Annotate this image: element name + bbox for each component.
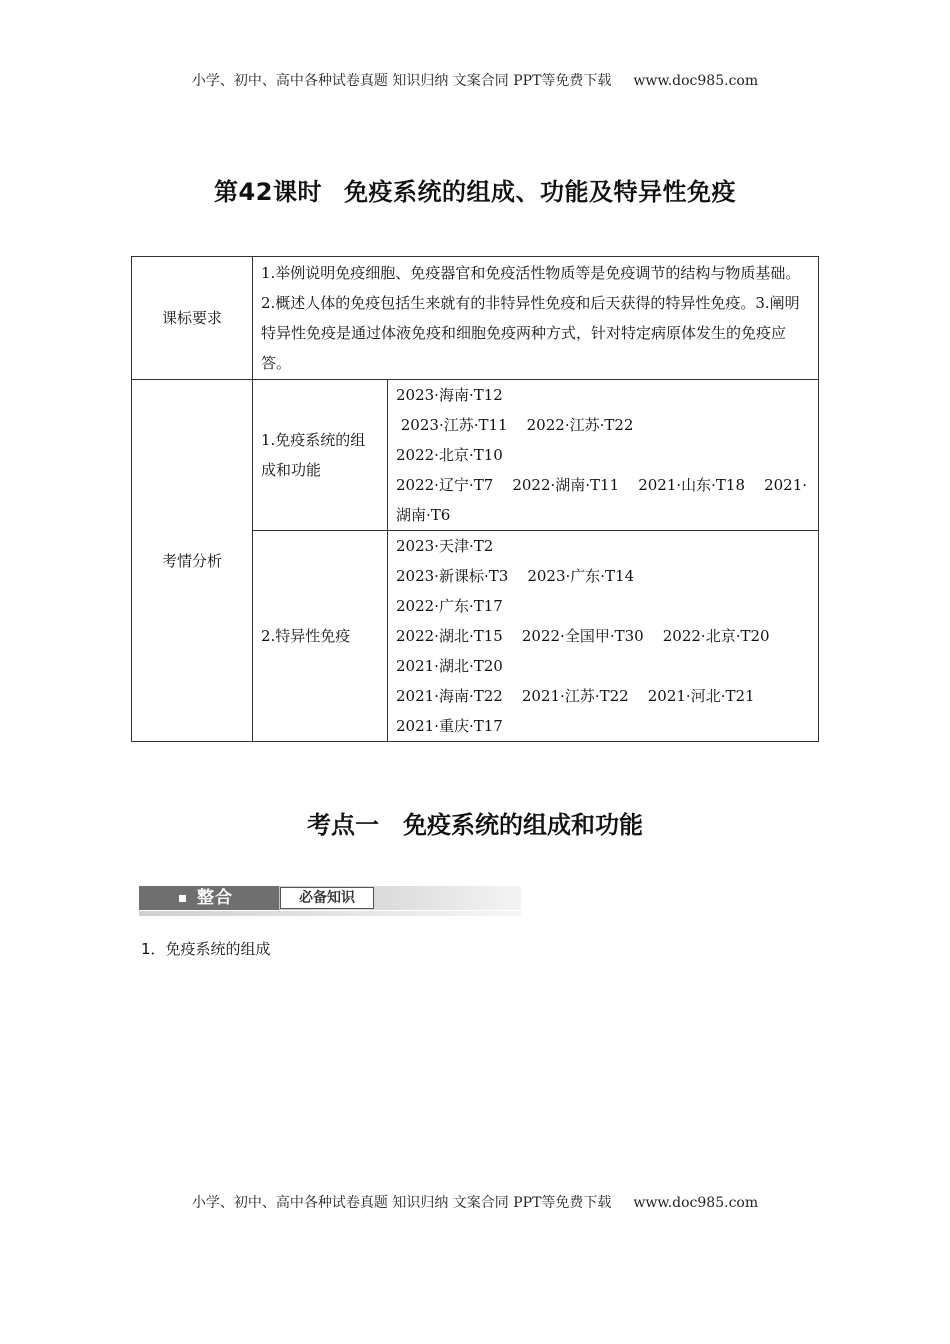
footer-url[interactable]: www.doc985.com bbox=[633, 1195, 759, 1211]
requirements-table bbox=[131, 256, 819, 742]
requirement-label: 课标要求 bbox=[132, 257, 253, 380]
header-url[interactable]: www.doc985.com bbox=[633, 73, 759, 89]
section-title bbox=[0, 805, 950, 840]
exam-line: 2022·广东·T17 bbox=[396, 597, 503, 615]
header-text: 小学、初中、高中各种试卷真题 知识归纳 文案合同 PPT等免费下载 bbox=[191, 73, 612, 89]
topic-1-name: 1.免疫系统的组成和功能 bbox=[253, 380, 388, 531]
title-topic: 免疫系统的组成、功能及特异性免疫 bbox=[343, 178, 736, 206]
exam-line: 2022·湖北·T15 2022·全国甲·T30 2022·北京·T20 bbox=[396, 627, 770, 645]
exam-line: 2023·新课标·T3 2023·广东·T14 bbox=[396, 567, 635, 585]
topic-2-name: 2.特异性免疫 bbox=[253, 531, 388, 742]
page-title bbox=[0, 172, 950, 207]
exam-line: 2023·海南·T12 bbox=[396, 386, 503, 404]
exam-line: 2023·天津·T2 bbox=[396, 537, 494, 555]
footer-text: 小学、初中、高中各种试卷真题 知识归纳 文案合同 PPT等免费下载 bbox=[191, 1195, 612, 1211]
title-lesson: 第42课时 bbox=[214, 178, 322, 206]
topic-2-list bbox=[388, 531, 819, 742]
square-bullet-icon bbox=[179, 895, 186, 902]
table-row bbox=[132, 257, 819, 380]
exam-line: 2021·湖北·T20 bbox=[396, 657, 503, 675]
exam-line: 2022·北京·T10 bbox=[396, 446, 503, 464]
page-header bbox=[0, 70, 950, 90]
section-number: 考点一 bbox=[307, 811, 379, 839]
analysis-label: 考情分析 bbox=[132, 380, 253, 742]
requirement-text: 1.举例说明免疫细胞、免疫器官和免疫活性物质等是免疫调节的结构与物质基础。2.概述人体的免疫包括生来就有的非特异性免疫和后天获得的特异性免疫。3.阐明特异性免疫是通过体液免疫和细胞免疫两种方式，针对特定病原体发生的免疫应答。 bbox=[253, 257, 819, 380]
banner-main-label: 整合 bbox=[197, 888, 233, 908]
banner-sub-label: 必备知识 bbox=[280, 887, 374, 909]
page-footer bbox=[0, 1192, 950, 1212]
table-row bbox=[132, 380, 819, 531]
section-banner bbox=[139, 884, 521, 916]
topic-1-list bbox=[388, 380, 819, 531]
exam-line: 2021·海南·T22 2021·江苏·T22 2021·河北·T21 2021·重庆·T17 bbox=[396, 687, 774, 735]
section-topic: 免疫系统的组成和功能 bbox=[403, 811, 643, 839]
exam-line: 2022·辽宁·T7 2022·湖南·T11 2021·山东·T18 2021·湖南·T6 bbox=[396, 476, 808, 524]
exam-line: 2023·江苏·T11 2022·江苏·T22 bbox=[396, 416, 634, 434]
list-item: 1．免疫系统的组成 bbox=[141, 940, 271, 958]
